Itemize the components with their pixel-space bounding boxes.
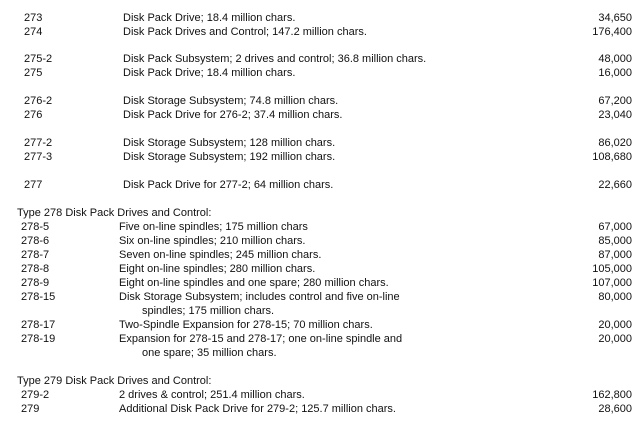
model-price: 23,040 — [598, 109, 632, 121]
model-price: 22,660 — [598, 179, 632, 191]
table-row — [0, 248, 644, 262]
model-number: 274 — [24, 26, 43, 38]
model-description: Two-Spindle Expansion for 278-15; 70 million chars. — [119, 319, 373, 331]
table-row-continuation — [0, 304, 644, 318]
table-row — [0, 276, 644, 290]
model-number: 279-2 — [21, 389, 50, 401]
table-row — [0, 290, 644, 304]
model-price: 87,000 — [598, 249, 632, 261]
model-number: 275-2 — [24, 53, 53, 65]
model-number: 276 — [24, 109, 43, 121]
model-description: Disk Pack Drive; 18.4 million chars. — [123, 67, 296, 79]
model-price: 34,650 — [598, 12, 632, 24]
model-price: 176,400 — [592, 26, 632, 38]
table-row — [0, 94, 644, 108]
table-row — [0, 318, 644, 332]
model-price: 85,000 — [598, 235, 632, 247]
table-row — [0, 262, 644, 276]
model-number: 277 — [24, 179, 43, 191]
model-price: 105,000 — [592, 263, 632, 275]
model-description: Disk Pack Drive for 276-2; 37.4 million chars. — [123, 109, 343, 121]
table-row — [0, 52, 644, 66]
model-price: 16,000 — [598, 67, 632, 79]
table-row-continuation — [0, 346, 644, 360]
model-description: Disk Pack Drive for 277-2; 64 million chars. — [123, 179, 334, 191]
table-row — [0, 220, 644, 234]
model-description: Disk Pack Drive; 18.4 million chars. — [123, 12, 296, 24]
model-price: 80,000 — [598, 291, 632, 303]
model-description: Disk Storage Subsystem; 74.8 million chars. — [123, 95, 339, 107]
model-number: 278-6 — [21, 235, 50, 247]
model-description-continuation: one spare; 35 million chars. — [142, 347, 277, 359]
section-heading: Type 278 Disk Pack Drives and Control: — [17, 207, 212, 219]
model-description: Eight on-line spindles; 280 million chars. — [119, 263, 316, 275]
model-description: Disk Pack Subsystem; 2 drives and control; 36.8 million chars. — [123, 53, 427, 65]
table-row — [0, 178, 644, 192]
section-heading-row — [0, 206, 644, 220]
model-number: 276-2 — [24, 95, 53, 107]
model-number: 279 — [21, 403, 40, 415]
model-number: 278-19 — [21, 333, 56, 345]
model-price: 20,000 — [598, 319, 632, 331]
table-row — [0, 150, 644, 164]
model-description: Disk Storage Subsystem; includes control and five on-line — [119, 291, 400, 303]
model-number: 277-2 — [24, 137, 53, 149]
model-description: Disk Storage Subsystem; 128 million chars. — [123, 137, 336, 149]
section-heading: Type 279 Disk Pack Drives and Control: — [17, 375, 212, 387]
model-description: Seven on-line spindles; 245 million chars. — [119, 249, 322, 261]
model-price: 48,000 — [598, 53, 632, 65]
model-price: 86,020 — [598, 137, 632, 149]
section-heading-row — [0, 374, 644, 388]
table-row — [0, 66, 644, 80]
model-description-continuation: spindles; 175 million chars. — [142, 305, 275, 317]
model-price: 107,000 — [592, 277, 632, 289]
table-row — [0, 388, 644, 402]
model-description: Expansion for 278-15 and 278-17; one on-line spindle and — [119, 333, 403, 345]
table-row — [0, 234, 644, 248]
table-row — [0, 332, 644, 346]
model-number: 278-17 — [21, 319, 56, 331]
model-price: 108,680 — [592, 151, 632, 163]
model-description: Eight on-line spindles and one spare; 280 million chars. — [119, 277, 389, 289]
model-price: 162,800 — [592, 389, 632, 401]
model-price: 20,000 — [598, 333, 632, 345]
model-number: 277-3 — [24, 151, 53, 163]
table-row — [0, 136, 644, 150]
table-row — [0, 25, 644, 39]
model-description: 2 drives & control; 251.4 million chars. — [119, 389, 305, 401]
model-price: 67,200 — [598, 95, 632, 107]
model-number: 275 — [24, 67, 43, 79]
model-description: Disk Pack Drives and Control; 147.2 million chars. — [123, 26, 367, 38]
model-price: 67,000 — [598, 221, 632, 233]
model-number: 278-8 — [21, 263, 50, 275]
model-number: 278-15 — [21, 291, 56, 303]
model-number: 278-5 — [21, 221, 50, 233]
model-description: Disk Storage Subsystem; 192 million chars. — [123, 151, 336, 163]
table-row — [0, 402, 644, 416]
model-description: Additional Disk Pack Drive for 279-2; 125.7 million chars. — [119, 403, 396, 415]
model-number: 278-7 — [21, 249, 50, 261]
model-number: 278-9 — [21, 277, 50, 289]
model-price: 28,600 — [598, 403, 632, 415]
model-number: 273 — [24, 12, 43, 24]
table-row — [0, 108, 644, 122]
model-description: Five on-line spindles; 175 million chars — [119, 221, 308, 233]
model-description: Six on-line spindles; 210 million chars. — [119, 235, 306, 247]
table-row — [0, 11, 644, 25]
